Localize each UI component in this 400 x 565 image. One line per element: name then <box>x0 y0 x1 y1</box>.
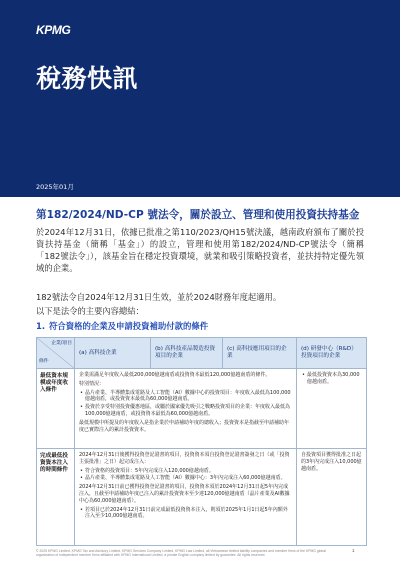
issue-date: 2025年01月 <box>36 183 74 191</box>
column-header-a-label: (a) 高科技企業 <box>79 349 117 356</box>
row-label-capital-revenue: 最低資本規模或年度收入條件 <box>37 369 75 449</box>
column-header-d <box>297 338 367 369</box>
row2-abc-bullet-list-2 <box>79 507 292 521</box>
row1-d-bullet-list <box>301 372 362 386</box>
eligibility-table <box>36 337 367 546</box>
footer-legal-notice: © 2025 KPMG Limited, KPMG Tax and Advisory Limited, KPMG Services Company Limited, KPMG Law Limited, all Vietnamese limited liability companies and member firms of the KPMG global organization of independent member firms affiliated with KPMG International Limited, a private English company limited by guarantee. All rights reserved. <box>36 549 326 558</box>
summary-lead: 以下是法令的主要內容總結： <box>36 306 144 316</box>
corner-top-label: 企業/項目 <box>51 341 72 346</box>
list-item: • 最低投資資本為30,000億越南盾。 <box>301 372 362 386</box>
intro-paragraph: 於2024年12月31日，依據已批准之第110/2023/QH15號決議，越南政府頒布了關於投資扶持基金（簡稱「基金」）的設立，管理和使用第182/2024/ND-CP號法令（簡稱「182號法令」），該基金旨在穩定投資環境，就業和吸引策略投資者，並扶持特定優先領域的企業。 <box>36 227 364 273</box>
list-item: • 晶片產業、半導體集成電路及人工智能（AI）數據中心的投資項目：年度收入最低為100,000億越南盾，或投資資本最低為60,000億越南盾。 <box>79 390 292 404</box>
list-item: • 若項目已於2024年12月31日前完成最低投資資本注入，則須於2025年1月1日起5年內額外注入至少10,000億越南盾。 <box>79 507 292 521</box>
effective-date-paragraph: 182號法令自2024年12月31日生效，並於2024財務年度起適用。 <box>36 292 282 302</box>
column-header-b <box>151 338 223 369</box>
row2-abc-intro: 2024年12月31日後獲得投資登記證書的項目，投資資本須自投資登記證書簽發之日（或「投資主張批准」之日）起完成注入： <box>79 452 290 465</box>
page-number: 1 <box>352 548 355 553</box>
row-label-capital-timeline: 完成最低投資資本注入的時間條件 <box>37 449 75 546</box>
column-header-c <box>223 338 297 369</box>
row1-d-content <box>297 369 367 449</box>
section-number: 1. <box>36 321 46 331</box>
row2-d-text: 自投資項目獲得批准之日起的3年內完成注入10,000億越南盾。 <box>301 452 362 472</box>
header-banner <box>0 0 400 197</box>
row2-abc-bullet-list <box>79 468 292 483</box>
table-corner-header <box>37 338 75 369</box>
row1-abc-note: 最低規模中所提及的年度收入是指企業於申請補助年度的總收入；投資資本是指截至申請補助年度已實際注入的累計投資資本。 <box>79 419 290 433</box>
row1-abc-special-label: 特別情況： <box>79 380 105 387</box>
column-header-a <box>75 338 151 369</box>
column-header-c-label: (c) 高科技應用項目的企業 <box>227 346 287 359</box>
section-heading <box>36 321 208 332</box>
article-heading: 第182/2024/ND-CP 號法令，關於設立、管理和使用投資扶持基金 <box>36 209 360 221</box>
column-header-d-label: (d) 研發中心（R&D）投資項目的企業 <box>301 346 357 359</box>
kpmg-logo: KPMG <box>36 23 71 37</box>
section-title: 符合資格的企業及申請投資補助付款的條件 <box>49 321 209 331</box>
row2-d-content <box>297 449 367 546</box>
row1-abc-intro: 企業需滿足年度收入最低200,000億越南盾或投資資本最低120,000億越南盾的條件。 <box>79 372 271 378</box>
list-item: • 符合資格的投資項目：5年內完成注入120,000億越南盾。 <box>79 468 292 475</box>
row1-abc-content <box>75 369 297 449</box>
row2-abc-note: 2024年12月31日前已獲得投資登記證書的項目，投資資本須於2024年12月31日起5年內完成注入，且截至申請補助年度已注入的累計投資資本至少達120,000億越南盾（晶片產業及AI數據中心為60,000億越南盾）。 <box>79 484 290 504</box>
list-item: • 投資於享受特別投資優惠地區，或屬於國家優先吸引之戰略投資項目的企業：年度收入最低為100,000億越南盾，或投資資本最低為60,000億越南盾。 <box>79 404 292 418</box>
column-header-b-label: (b) 高科技產品製造投資項目的企業 <box>155 346 216 359</box>
corner-bottom-label: 條件 <box>39 359 49 364</box>
row2-abc-content <box>75 449 297 546</box>
row1-abc-bullet-list <box>79 390 292 418</box>
list-item: • 晶片產業、半導體集成電路及人工智能（AI）數據中心：3年內完成注入60,000億越南盾。 <box>79 475 292 482</box>
newsletter-title: 稅務快訊 <box>36 64 139 93</box>
